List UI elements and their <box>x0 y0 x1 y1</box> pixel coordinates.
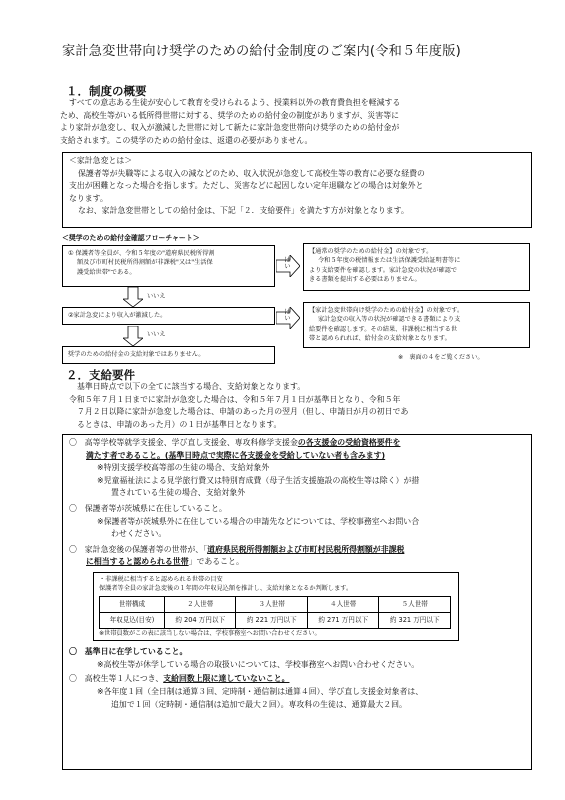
page-title: 家計急変世帯向け奨学のための給付金制度のご案内(令和５年度版) <box>62 44 461 59</box>
flowchart-title: ＜奨学のための給付金確認フローチャート＞ <box>62 234 200 242</box>
requirement-3-cont <box>69 556 525 569</box>
definition-line: 保護者等が失職等による収入の減などのため、収入状況が急変して高校生等の教育に必要な経費の <box>78 168 425 178</box>
requirement-1-note: ※特別支援学校高等部の生徒の場合、支給対象外 <box>97 463 270 473</box>
table-row <box>100 612 451 628</box>
section1-line: 支給されます。この奨学のための給付金は、返還の必要がありません。 <box>60 135 313 145</box>
requirement-1-b: の各支援金の受給資格要件を <box>297 438 401 447</box>
no-label-2: いいえ <box>147 331 166 338</box>
section1-line: より家計が急変し、収入が激減した世帯に対して新たに家計急変世帯向け奨学のための給付金が <box>60 123 400 133</box>
flow-box-1 <box>62 245 275 287</box>
flow-result-line: 給要件を確認します。その結果、非課税に相当する世 <box>309 325 458 333</box>
section2-line: 基準日時点で以下の全てに該当する場合、支給対象となります。 <box>77 382 306 391</box>
flow-result-line: 【家計急変世帯向け奨学のための給付金】の対象です。 <box>309 307 464 314</box>
flow-note: ※ 裏面の４をご覧ください。 <box>398 354 484 361</box>
requirement-4 <box>69 646 525 659</box>
table-cell: 世帯構成 <box>100 596 165 612</box>
table-cell: ５人世帯 <box>379 596 451 612</box>
requirement-2-note: ※保護者等が茨城県外に在住している場合の申請先などについては、学校事務室へお問い合 <box>97 516 420 526</box>
definition-line: なります。 <box>69 193 108 203</box>
flow-result-line: きる書類を提出する必要はありません。 <box>309 276 421 284</box>
section1-heading: １．制度の概要 <box>66 84 147 98</box>
yes-label-1: はい <box>283 256 291 269</box>
requirement-3-b: 道府県民税所得割額および市町村民税所得割額が非課税 <box>207 544 405 554</box>
flow-box-2: ②家計急変により収入が激減した。 <box>62 307 275 325</box>
requirement-2: 〇 保護者等が茨城県に在住していること。 <box>69 503 227 513</box>
requirement-5-note: ※各年度１回（全日制は通算３回、定時制・通信制は通算４回）、学び直し支援金対象者は、 <box>97 686 424 696</box>
flow-result-line: 令和５年度の税情報または生活保護受給証明書等に <box>318 257 461 265</box>
no-label-1: いいえ <box>147 293 166 300</box>
income-guide-note: 保護者等全員の家計急変後の１年間の年収見込額を推計し、支給対象となるか判断します。 <box>99 585 353 593</box>
requirement-1-note: 置されている生徒の場合、支給対象外 <box>111 488 246 498</box>
requirement-5-b: 支給回数上限に達していないこと。 <box>163 674 290 684</box>
flow-result-line: より支給要件を確認します。家計急変の状況が確認で <box>309 266 458 274</box>
requirement-5 <box>69 673 525 686</box>
flow-box-1-line: ① 保護者等全員が、令和５年度の"道府県民税所得割 <box>68 250 215 257</box>
requirement-2-note: わせください。 <box>111 529 167 539</box>
flow-result-kyuhen <box>303 302 530 348</box>
flow-result-line: 帯と認められれば、給付金の支給対象となります。 <box>309 335 451 343</box>
section1-line: すべての意志ある生徒が安心して教育を受けられるよう、授業料以外の教育費負担を軽減する <box>69 98 401 107</box>
section2-line: 令和５年７月１日までに家計が急変した場合は、令和５年７月１日が基準日となり、令和５年 <box>69 394 401 404</box>
requirement-1-note: ※児童福祉法による見学旅行費又は特別育成費（母子生活支援施設の高校生等は除く）が措 <box>97 475 420 485</box>
yes-label-2: はい <box>283 308 291 321</box>
definition-box-title: ＜家計急変とは＞ <box>69 156 133 165</box>
income-table <box>99 596 451 629</box>
requirement-3 <box>69 544 525 557</box>
requirement-1-a: 〇 高等学校等就学支援金、学び直し支援金、専攻科修学支援金 <box>69 438 298 447</box>
table-cell: 約 221 万円以下 <box>236 612 308 628</box>
definition-line: なお、家計急変世帯としての給付金は、下記「２．支給要件」を満たす方が対象となります。 <box>78 206 409 216</box>
section1-line: ため、高校生等がいる低所得世帯に対する、奨学のための給付金の制度がありますが、災害等に <box>60 110 399 120</box>
table-cell: 年収見込(目安) <box>100 612 165 628</box>
requirement-4-note: ※高校生等が休学している場合の取扱いについては、学校事務室へお問い合わせください。 <box>97 659 420 669</box>
table-cell: 約 204 万円以下 <box>164 612 236 628</box>
table-row <box>100 596 451 612</box>
requirement-1-c-text: 満たす者であること。(基準日時点で実際に各支援金を受給していない者も含みます) <box>86 450 386 460</box>
section1-body <box>60 97 530 147</box>
flow-box-3: 奨学のための給付金の支給対象ではありません。 <box>62 346 275 364</box>
income-guide-box <box>93 572 459 641</box>
flow-box-1-line: 額及び市町村民税所得割額が非課税"又は"生活保 <box>77 259 213 267</box>
section2-heading: ２．支給要件 <box>66 368 135 382</box>
requirement-5-a: 〇 高校生等１人につき、 <box>69 674 164 684</box>
flow-result-line: 【通常の奨学のための給付金】の対象です。 <box>309 248 433 255</box>
table-cell: 約 321 万円以下 <box>379 612 451 628</box>
requirement-3-d: 」であること。 <box>188 557 244 567</box>
section2-line: ７月２日以降に家計が急変した場合は、申請のあった月の翌月（但し、申請日が月の初日であ <box>77 407 409 417</box>
flow-box-1-line: 護受給世帯"である。 <box>77 268 136 276</box>
requirement-4-text: 〇 基準日に在学していること。 <box>69 647 188 657</box>
requirement-1-c <box>69 450 525 463</box>
section2-body <box>60 381 530 431</box>
flow-result-regular <box>303 243 530 291</box>
income-guide-title: ・非課税に相当すると認められる世帯の目安 <box>99 575 223 583</box>
kakei-kyuhen-definition-box <box>62 152 532 228</box>
requirement-1 <box>69 437 525 450</box>
definition-line: 支出が困難となった場合を指します。ただし、災害などに起因しない定年退職などの場合は対象外と <box>69 181 424 191</box>
section2-line: るときは、申請のあった月）の１日が基準日となります。 <box>77 419 282 429</box>
requirement-3-a: 〇 家計急変後の保護者等の世帯が、「 <box>69 544 208 554</box>
table-cell: 約 271 万円以下 <box>307 612 379 628</box>
table-cell: ４人世帯 <box>307 596 379 612</box>
table-cell: ３人世帯 <box>236 596 308 612</box>
requirement-5-note: 追加で１回（定時制・通信制は追加で最大２回）。専攻科の生徒は、通算最大２回。 <box>111 699 407 709</box>
table-cell: ２人世帯 <box>164 596 236 612</box>
requirement-3-c: に相当すると認められる世帯 <box>86 557 189 567</box>
flow-result-line: 家計急変の収入等の状況が確認できる書類により支 <box>318 316 461 324</box>
requirements-box <box>62 434 532 770</box>
income-guide-footnote: ※世帯員数がこの表に該当しない場合は、学校事務室へお問い合わせください。 <box>99 629 321 637</box>
